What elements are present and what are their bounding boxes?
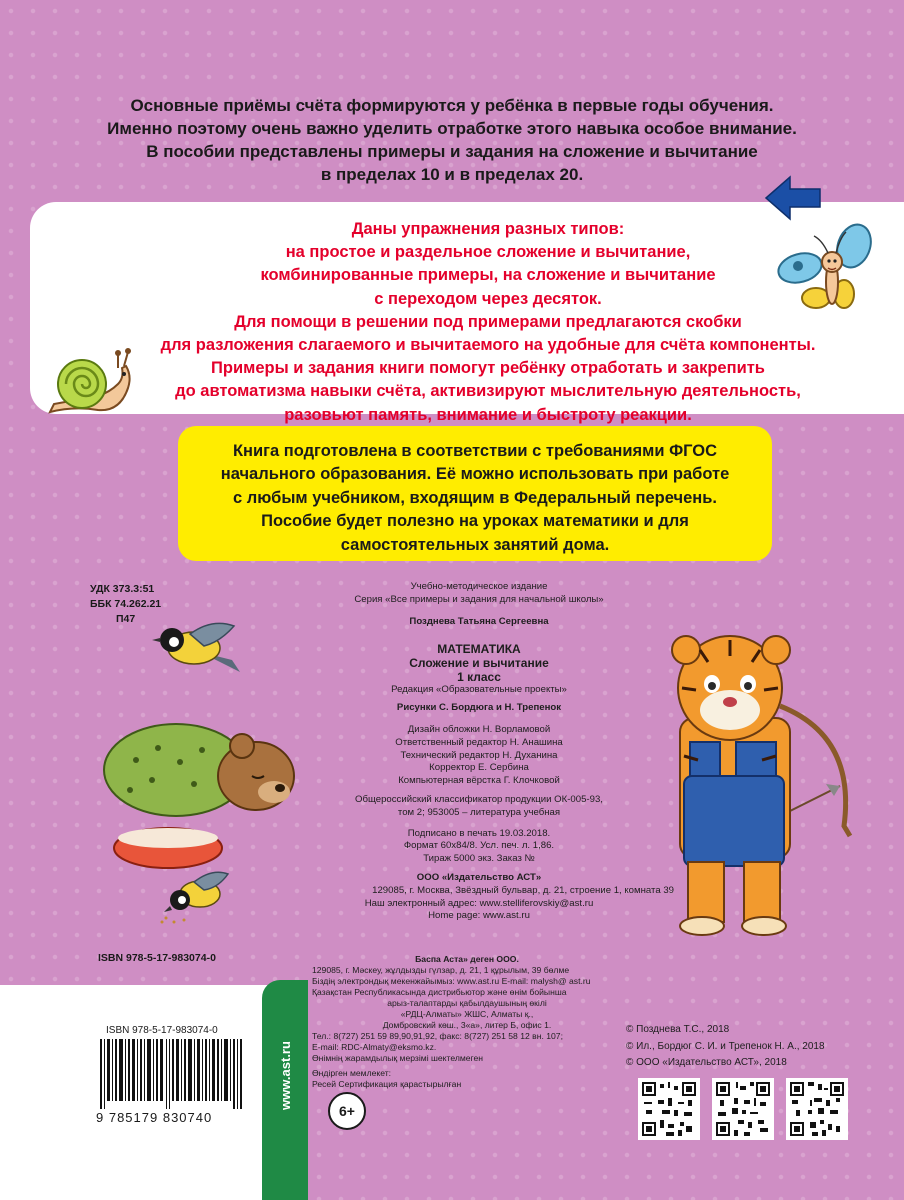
exercises-line: Даны упражнения разных типов: (351, 220, 625, 238)
print-line: Подписано в печать 19.03.2018. (407, 827, 551, 839)
exercises-line: с переходом через десяток. (374, 289, 602, 308)
bbk-code: ББК 74.262.21 (90, 598, 162, 610)
kz-line: Домбровский көш., 3«а», литер Б, офис 1. (382, 1020, 552, 1030)
book-grade: 1 класс (457, 670, 501, 685)
credit-line: Ответственный редактор Н. Анашина (395, 736, 563, 748)
site-link-text[interactable]: www.ast.ru (277, 1040, 293, 1110)
exercises-line: разовьют память, внимание и быстроту реакции. (284, 405, 692, 424)
edition-type: Учебно-методическое издание (410, 581, 548, 592)
intro-line: В пособии представлены примеры и задания на сложение и вычитание (146, 142, 758, 161)
series-name: Серия «Все примеры и задания для начальной школы» (354, 593, 604, 605)
qr-code-icon[interactable] (638, 1078, 700, 1140)
imprint-block (284, 581, 674, 923)
intro-text (80, 94, 824, 186)
arrow-left-icon (764, 173, 822, 223)
print-line: Тираж 5000 экз. Заказ № (423, 853, 535, 865)
kz-line: Біздің электрондық мекенжайымыз: www.ast.ru E-mail: malysh@ ast.ru (312, 976, 591, 986)
exercises-line: Для помощи в решении под примерами предлагаются скобки (234, 312, 742, 331)
titmouse-illustration (158, 860, 236, 926)
book-title: МАТЕМАТИКА (437, 642, 521, 657)
intro-line: Основные приёмы счёта формируются у ребёнка в первые годы обучения. (130, 96, 774, 115)
intro-line: Именно поэтому очень важно уделить отработке этого навыка особое внимание. (107, 119, 797, 138)
age-rating-badge: 6+ (328, 1092, 366, 1130)
bear-illustration (96, 700, 314, 876)
copyright-block (626, 1022, 825, 1072)
qr-code-icon[interactable] (786, 1078, 848, 1140)
barcode-isbn: ISBN 978-5-17-983074-0 (106, 1025, 218, 1036)
qr-code-icon[interactable] (712, 1078, 774, 1140)
titmouse-illustration (150, 612, 246, 678)
publisher-email: Наш электронный адрес: www.stelliferovskiy@ast.ru (364, 897, 594, 909)
fgos-line: Книга подготовлена в соответствии с требованиями ФГОС (232, 442, 718, 460)
kz-line: Қазақстан Республикасында дистрибьютор және өнім бойынша (312, 987, 567, 997)
copyright-line: © Позднева Т.С., 2018 (626, 1024, 730, 1035)
kz-publisher: Баспа Аста» деген ООО. (415, 954, 519, 964)
barcode-digits: 9 785179 830740 (96, 1110, 213, 1125)
fgos-line: самостоятельных занятий дома. (340, 535, 610, 554)
book-subtitle: Сложение и вычитание (409, 656, 549, 671)
kz-line: «РДЦ-Алматы» ЖШС, Алматы қ., (400, 1009, 534, 1019)
fgos-line: Пособие будет полезно на уроках математики и для (261, 512, 689, 531)
fgos-line: начального образования. Её можно использовать при работе (220, 465, 730, 484)
author-name: Позднева Татьяна Сергеевна (409, 615, 549, 627)
kz-line: E-mail: RDC-Almaty@eksmo.kz. (312, 1042, 437, 1052)
kz-line: Өнімнің жарамдылық мерзімі шектелмеген (312, 1053, 484, 1063)
credit-line: Дизайн обложки Н. Ворламовой (407, 723, 551, 735)
credit-line: Компьютерная вёрстка Г. Клочковой (398, 775, 560, 787)
author-mark: П47 (116, 613, 136, 625)
kz-line: Өндірген мемлекет: (312, 1068, 392, 1078)
copyright-line: © Ил., Бордюг С. И. и Трепенок Н. А., 2018 (626, 1040, 825, 1052)
illustrations-credit: Рисунки С. Бордюга и Н. Трепенок (396, 702, 562, 714)
classifier-line: Общероссийский классификатор продукции ОК-005-93, (355, 793, 603, 805)
site-link[interactable] (262, 1020, 308, 1130)
credit-line: Технический редактор Н. Духанина (400, 749, 558, 761)
classifier-line: том 2; 953005 – литература учебная (397, 806, 561, 818)
fgos-line: с любым учебником, входящим в Федеральный перечень. (233, 488, 717, 507)
publisher-address: 129085, г. Москва, Звёздный бульвар, д. 21, строение 1, комната 39 (372, 884, 674, 896)
udc-code: УДК 373.3:51 (90, 583, 155, 595)
kz-line: арыз-талаптарды қабылдаушының өкілі (387, 998, 547, 1008)
copyright-line: © ООО «Издательство АСТ», 2018 (626, 1057, 787, 1068)
butterfly-illustration (774, 222, 878, 330)
exercises-line: на простое и раздельное сложение и вычитание, (285, 243, 691, 262)
exercises-line: до автоматизма навыки счёта, активизируют мыслительную деятельность, (175, 382, 801, 401)
snail-illustration (44, 346, 140, 420)
kazakh-imprint (312, 954, 622, 1090)
exercises-line: Примеры и задания книги помогут ребёнку отработать и закрепить (211, 359, 765, 378)
publisher-homepage: Home page: www.ast.ru (428, 910, 530, 922)
intro-line: в пределах 10 и в пределах 20. (320, 165, 584, 184)
barcode-image (98, 1039, 244, 1109)
exercises-line: для разложения слагаемого и вычитаемого на удобные для счёта компоненты. (160, 336, 816, 355)
editorial-name: Редакция «Образовательные проекты» (391, 684, 567, 696)
credit-line: Корректор Е. Сербина (429, 762, 529, 774)
print-line: Формат 60x84/8. Усл. печ. л. 1,86. (403, 840, 555, 852)
exercises-line: комбинированные примеры, на сложение и вычитание (260, 266, 716, 285)
kz-line: Тел.: 8(727) 251 59 89,90,91,92, факс: 8(727) 251 58 12 вн. 107; (312, 1031, 563, 1041)
publisher-name: ООО «Издательство АСТ» (416, 871, 542, 883)
isbn-text: ISBN 978-5-17-983074-0 (98, 952, 216, 964)
kz-line: Ресей Сертификация қарастырылған (312, 1079, 462, 1089)
fgos-box (178, 426, 772, 561)
kz-line: 129085, г. Мәскеу, жұлдызды гүлзар, д. 21, 1 құрылым, 39 бөлме (312, 965, 570, 975)
exercises-text (120, 218, 856, 427)
